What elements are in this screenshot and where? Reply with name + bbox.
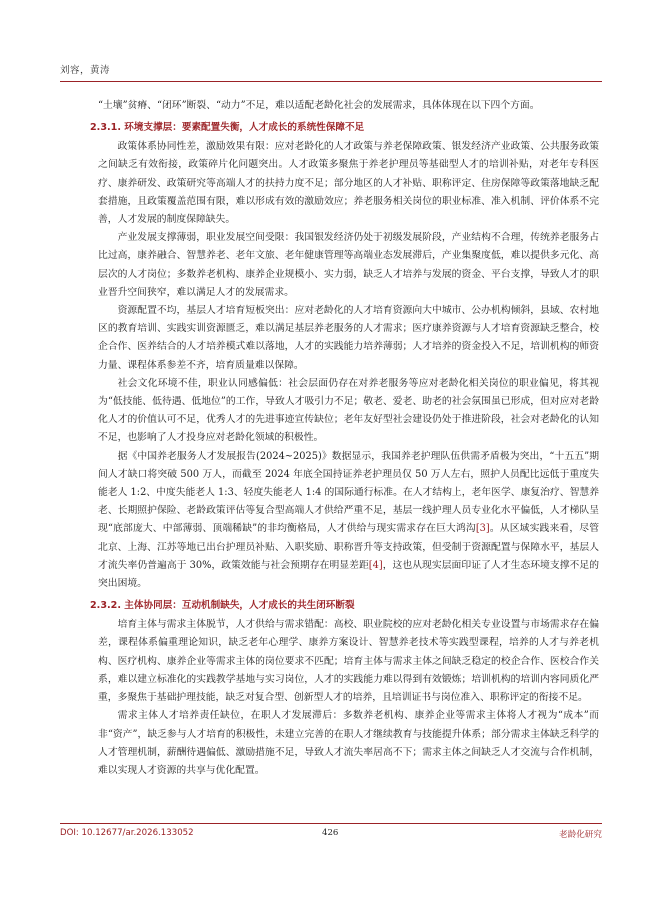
report-text-part2: 。从区域实践来看，尽管北京、上海、江苏等地已出台护理员补贴、入职奖励、职称晋升等支持政策，但受制于资源配置与保障水平，基层人才流失率仍普遍高于 30%，政策效能与社会预期存在明显差距 <box>98 523 599 571</box>
footer-rule <box>60 823 602 824</box>
report-text-part1: 据《中国养老服务人才发展报告(2024~2025)》数据显示，我国养老护理队伍供需矛盾极为突出，“十五五”期间人才缺口将突破 500 万人，而截至 2024 年底全国持证养老护理员仅 50 万人左右，照护人员配比远低于重度失能老人 1:2、中度失能老人 1:3、轻度失能老人 1:4 的国际通行标准。在人才结构上，老年医学、康复治疗、智慧养老、长期照护保险、老龄政策评估等复合型高端人才供给严重不足，基层一线护理人员专业化水平偏低，人才梯队呈现“底部庞大、中部薄弱、顶端稀缺”的非均衡格局，人才供给与现实需求存在巨大鸿沟 <box>98 450 599 535</box>
intro-paragraph: “土壤”贫瘠、“闭环”断裂、“动力”不足，难以适配老龄化社会的发展需求，具体体现在以下四个方面。 <box>98 100 540 111</box>
paragraph-industry: 产业发展支撑薄弱，职业发展空间受限：我国银发经济仍处于初级发展阶段，产业结构不合理，传统养老服务占比过高，康养融合、智慧养老、老年文旅、老年健康管理等高端业态发展滞后，产业集聚度低，难以提供多元化、高层次的人才岗位；多数养老机构、康养企业规模小、实力弱，缺乏人才培养与发展的资金、平台支撑，导致人才的职业晋升空间狭窄，难以满足人才的发展需求。 <box>98 232 599 298</box>
paragraph-demand-responsibility: 需求主体人才培养责任缺位，在职人才发展滞后：多数养老机构、康养企业等需求主体将人才视为“成本”而非“资产”，缺乏参与人才培育的积极性，未建立完善的在职人才继续教育与技能提升体系；部分需求主体缺乏科学的人才管理机制，薪酬待遇偏低、激励措施不足，导致人才流失率居高不下；需求主体之间缺乏人才交流与合作机制，难以实现人才资源的共享与优化配置。 <box>98 710 599 776</box>
report-text-part3: ，这也从现实层面印证了人才生态环境支撑不足的突出困境。 <box>98 559 600 590</box>
paragraph-policy: 政策体系协同性差，激励效果有限：应对老龄化的人才政策与养老保障政策、银发经济产业政策、公共服务政策之间缺乏有效衔接，政策碎片化问题突出。人才政策多聚焦于养老护理员等基础型人才的培训补贴，对老年专科医疗、康养研发、政策研究等高端人才的扶持力度不足；部分地区的人才补贴、职称评定、住房保障等政策落地缺乏配套措施，且政策覆盖范围有限，难以形成有效的激励效应；养老服务相关岗位的职业标准、准入机制、评价体系不完善，人才发展的制度保障缺失。 <box>98 141 599 226</box>
section-heading-2-3-1: 2.3.1. 环境支撑层：要素配置失衡，人才成长的系统性保障不足 <box>90 122 365 134</box>
paragraph-training-mismatch: 培育主体与需求主体脱节，人才供给与需求错配：高校、职业院校的应对老龄化相关专业设置与市场需求存在偏差，课程体系偏重理论知识，缺乏老年心理学、康养方案设计、智慧养老技术等实践型课程，培养的人才与养老机构、医疗机构、康养企业等需求主体的岗位要求不匹配；培育主体与需求主体之间缺乏稳定的校企合作、医校合作关系，难以建立标准化的实践教学基地与实习岗位，人才的实践能力难以得到有效锻炼；培训机构的培训内容同质化严重，多聚焦于基础护理技能，缺乏对复合型、创新型人才的培养，且培训证书与岗位准入、职称评定的衔接不足。 <box>98 619 599 704</box>
journal-name: 老龄化研究 <box>559 830 602 840</box>
paragraph-resources: 资源配置不均，基层人才培育短板突出：应对老龄化的人才培育资源向大中城市、公办机构倾斜，县域、农村地区的教育培训、实践实训资源匮乏，难以满足基层养老服务的人才需求；医疗康养资源与人才培育资源缺乏整合，校企合作、医养结合的人才培养模式难以落地，人才的实践能力培养薄弱；人才培养的资金投入不足，培训机构的师资力量、课程体系参差不齐，培育质量难以保障。 <box>98 305 599 371</box>
page-number: 426 <box>322 828 339 838</box>
paragraph-culture: 社会文化环境不佳，职业认同感偏低：社会层面仍存在对养老服务等应对老龄化相关岗位的职业偏见，将其视为“低技能、低待遇、低地位”的工作，导致人才吸引力不足；敬老、爱老、助老的社会氛围虽已形成，但对应对老龄化人才的价值认可不足，优秀人才的先进事迹宣传缺位；老年友好型社会建设仍处于推进阶段，社会对老龄化的认知不足，也影响了人才投身应对老龄化领域的积极性。 <box>98 377 599 444</box>
paragraph-report-data <box>98 448 599 594</box>
doi-link[interactable]: DOI: 10.12677/ar.2026.133052 <box>60 828 194 838</box>
header-rule <box>60 81 602 82</box>
running-header-authors: 刘容，黄涛 <box>60 65 111 76</box>
citation-link-3[interactable]: [3] <box>475 523 490 535</box>
section-heading-2-3-2: 2.3.2. 主体协同层：互动机制缺失，人才成长的共生闭环断裂 <box>90 600 355 612</box>
article-body <box>90 97 600 780</box>
citation-link-4[interactable]: [4] <box>368 559 383 571</box>
